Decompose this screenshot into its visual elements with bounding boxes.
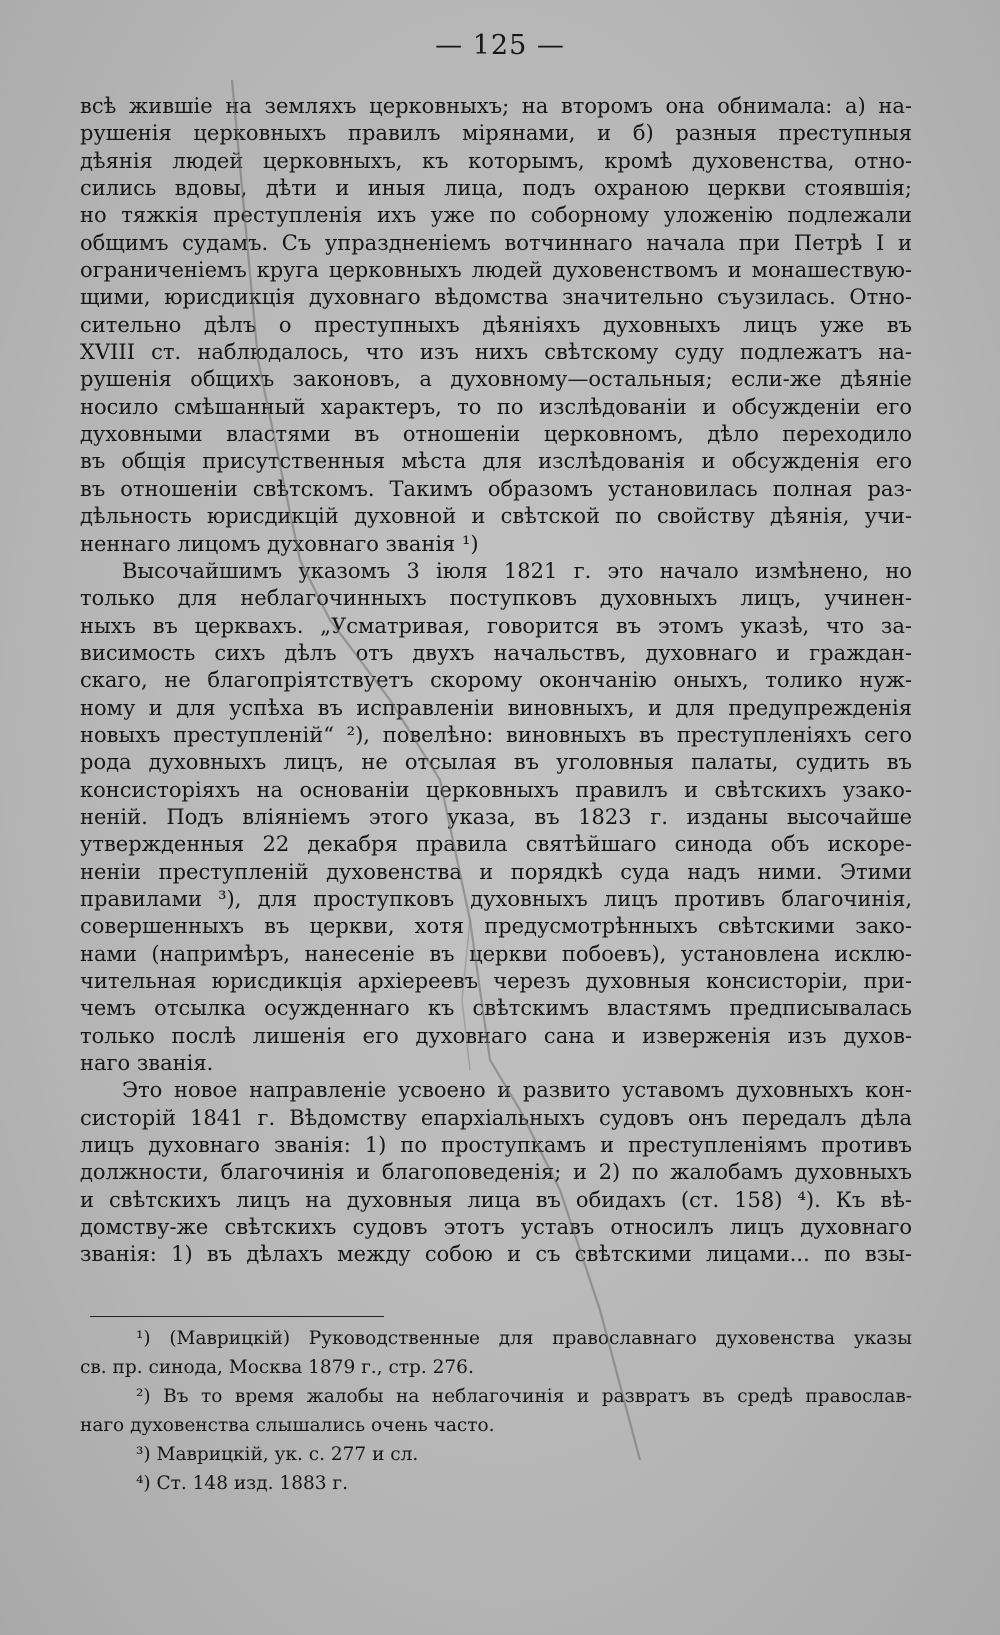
text-line: носило смѣшанный характеръ, то по изслѣдованіи и обсужденіи его: [80, 394, 912, 419]
main-text: [80, 93, 912, 1269]
text-line: духовными властями въ отношеніи церковномъ, дѣло переходило: [80, 422, 912, 447]
footnote-line: ¹) (Маврицкій) Руководственные для православнаго духовенства указы: [136, 1328, 912, 1349]
text-line: сительно дѣлъ о преступныхъ дѣяніяхъ духовныхъ лицъ уже въ: [80, 312, 912, 337]
text-line: наго званія.: [80, 1051, 214, 1076]
text-line: XVIII ст. наблюдалось, что изъ нихъ свѣтскому суду подлежатъ на-: [80, 340, 912, 365]
text-line: висимость сихъ дѣлъ отъ двухъ начальствъ, духовнаго и граждан-: [80, 640, 912, 665]
text-line: сились вдовы, дѣти и иныя лица, подъ охраною церкви стоявшія;: [80, 176, 912, 201]
text-line: систорій 1841 г. Вѣдомству епархіальныхъ судовъ онъ передалъ дѣла: [80, 1105, 912, 1130]
text-line: неніи преступленій духовенства и порядкѣ суда надъ ними. Этими: [80, 859, 912, 884]
footnote-line: св. пр. синода, Москва 1879 г., стр. 276.: [80, 1357, 474, 1378]
footnote-line: ²) Въ то время жалобы на неблагочинія и развратъ въ средѣ православ-: [136, 1386, 912, 1407]
text-line: скаго, не благопріятствуетъ скорому окончанію оныхъ, толико нуж-: [80, 668, 912, 693]
text-line: только для неблагочинныхъ поступковъ духовныхъ лицъ, учинен-: [80, 586, 912, 611]
text-line: лицъ духовнаго званія: 1) по проступкамъ и преступленіямъ противъ: [80, 1133, 912, 1158]
text-line: только послѣ лишенія его духовнаго сана и изверженія изъ духов-: [80, 1023, 912, 1048]
text-line: ограниченіемъ круга церковныхъ людей духовенствомъ и монашествую-: [80, 258, 912, 283]
text-line: ному и для успѣха въ исправленіи виновныхъ, и для предупрежденія: [80, 695, 912, 720]
text-line: званія: 1) въ дѣлахъ между собою и съ свѣтскими лицами... по взы-: [80, 1242, 912, 1267]
footnote-line: ³) Маврицкій, ук. с. 277 и сл.: [136, 1444, 419, 1465]
text-line: чемъ отсылка осужденнаго къ свѣтскимъ властямъ предписывалась: [80, 996, 912, 1021]
footnotes: [80, 1324, 912, 1498]
footnote-line: наго духовенства слышались очень часто.: [80, 1415, 495, 1436]
text-line: рода духовныхъ лицъ, не отсылая въ уголовныя палаты, судить въ: [80, 750, 912, 775]
text-line: консисторіяхъ на основаніи церковныхъ правилъ и свѣтскихъ узако-: [80, 777, 912, 802]
text-line: неній. Подъ вліяніемъ этого указа, въ 1823 г. изданы высочайше: [80, 804, 912, 829]
text-line: правилами ³), для проступковъ духовныхъ лицъ противъ благочинія,: [80, 886, 912, 911]
text-line: Высочайшимъ указомъ 3 іюля 1821 г. это начало измѣнено, но: [122, 558, 912, 583]
text-line: всѣ жившіе на земляхъ церковныхъ; на второмъ она обнимала: а) на-: [80, 94, 912, 118]
footnote-line: ⁴) Ст. 148 изд. 1883 г.: [136, 1473, 348, 1494]
text-line: чительная юрисдикція архіереевъ черезъ духовныя консисторіи, при-: [80, 969, 912, 993]
text-line: совершенныхъ въ церкви, хотя предусмотрѣнныхъ свѣтскими зако-: [80, 914, 912, 939]
text-line: рушенія церковныхъ правилъ мірянами, и б) разныя преступныя: [80, 121, 912, 146]
text-line: неннаго лицомъ духовнаго званія ¹): [80, 531, 479, 556]
text-line: общимъ судамъ. Съ упраздненіемъ вотчиннаго начала при Петрѣ I и: [80, 230, 912, 255]
text-line: дѣянія людей церковныхъ, къ которымъ, кромѣ духовенства, отно-: [80, 148, 912, 173]
text-line: рушенія общихъ законовъ, а духовному—остальныя; если-же дѣяніе: [80, 367, 912, 392]
text-line: нами (напримѣръ, нанесеніе въ церкви побоевъ), установлена исклю-: [80, 941, 912, 966]
page-number: — 125 —: [435, 30, 565, 61]
text-line: но тяжкія преступленія ихъ уже по соборному уложенію подлежали: [80, 203, 912, 228]
text-line: Это новое направленіе усвоено и развито уставомъ духовныхъ кон-: [122, 1078, 912, 1103]
text-line: домству-же свѣтскихъ судовъ этотъ уставъ относилъ лицъ духовнаго: [80, 1215, 912, 1240]
text-line: въ общія присутственныя мѣста для изслѣдованія и обсужденія его: [80, 449, 912, 474]
text-line: щими, юрисдикція духовнаго вѣдомства значительно съузилась. Отно-: [80, 285, 912, 310]
text-line: въ отношеніи свѣтскомъ. Такимъ образомъ установилась полная раз-: [80, 476, 912, 501]
footnote-separator: [90, 1316, 384, 1317]
text-line: ныхъ въ церквахъ. „Усматривая, говорится въ этомъ указѣ, что за-: [80, 613, 912, 638]
text-line: утвержденныя 22 декабря правила святѣйшаго синода объ искоре-: [80, 832, 912, 857]
text-line: новыхъ преступленій“ ²), повелѣно: виновныхъ въ преступленіяхъ сего: [80, 722, 912, 747]
text-line: дѣльность юрисдикцій духовной и свѣтской по свойству дѣянія, учи-: [80, 504, 912, 529]
text-line: должности, благочинія и благоповеденія; и 2) по жалобамъ духовныхъ: [80, 1160, 912, 1185]
text-line: и свѣтскихъ лицъ на духовныя лица въ обидахъ (ст. 158) ⁴). Къ вѣ-: [80, 1187, 912, 1212]
